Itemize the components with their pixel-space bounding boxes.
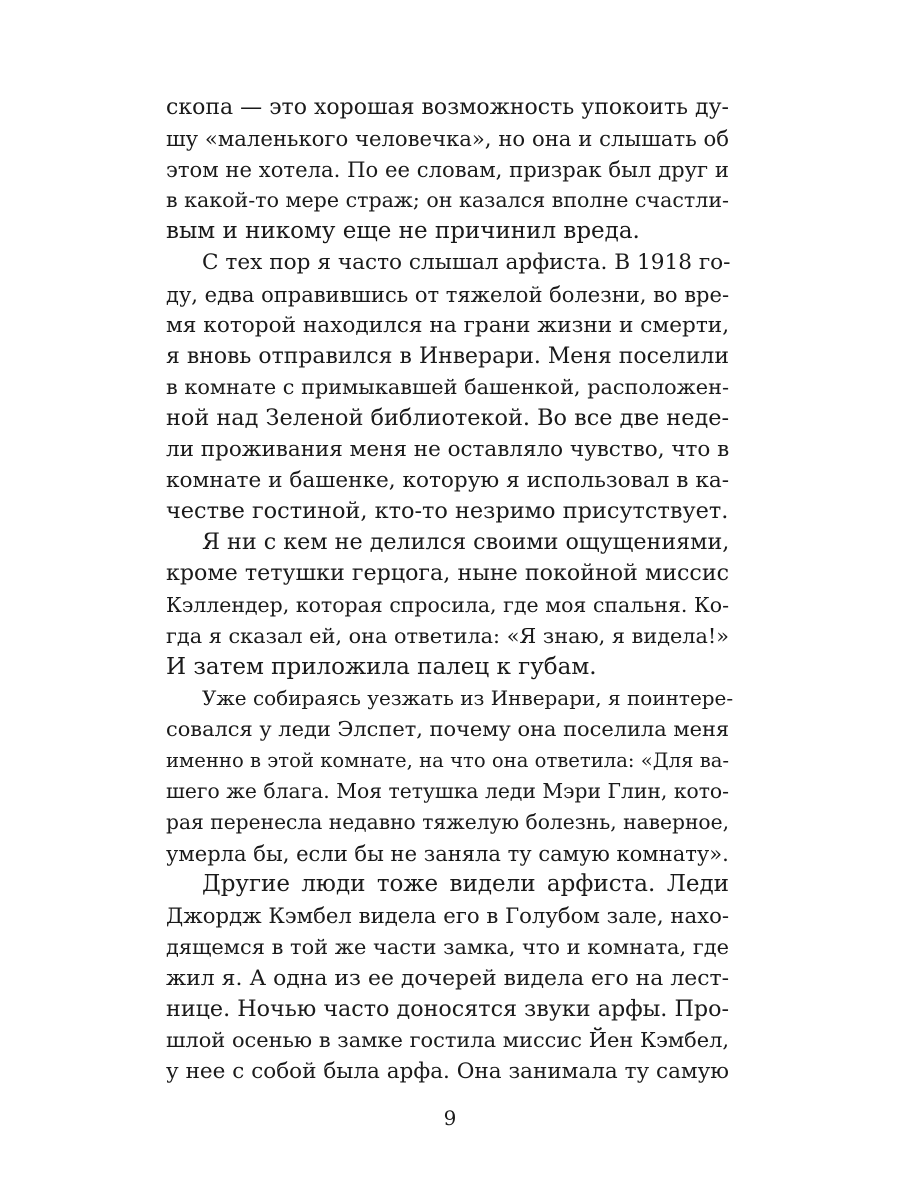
page-number: 9	[443, 1106, 457, 1130]
text-line: мя которой находился на грани жизни и смерти,	[166, 312, 730, 338]
text-line: шлой осенью в замке гостила миссис Йен Кэмбел,	[166, 1027, 729, 1052]
text-line: в комнате с примыкавшей башенкой, расположен-	[166, 374, 729, 399]
text-line: в какой-то мере страж; он казался вполне счастли-	[166, 188, 729, 213]
text-line: у нее с собой была арфа. Она занимала ту самую	[166, 1058, 729, 1084]
text-line: комнате и башенке, которую я использовал в ка-	[166, 468, 729, 494]
text-line: жил я. А одна из ее дочерей видела его на лест-	[166, 965, 729, 991]
text-line: Джордж Кэмбел видела его в Голубом зале, нахо-	[166, 903, 729, 929]
text-line: именно в этой комнате, на что она ответила: «Для ва-	[166, 748, 729, 772]
text-line: я вновь отправился в Инверари. Меня поселили	[166, 343, 729, 369]
text-line: Я ни с кем не делился своими ощущениями,	[202, 529, 730, 556]
text-line: умерла бы, если бы не заняла ту самую комнату».	[166, 841, 729, 867]
text-line: Кэллендер, которая спросила, где моя спальня. Ко-	[166, 592, 729, 617]
text-line: вым и никому еще не причинил вреда.	[166, 218, 640, 245]
text-line: И затем приложила палец к губам.	[166, 653, 597, 680]
text-line: ли проживания меня не оставляло чувство, что в	[166, 437, 730, 463]
body-text	[166, 92, 734, 1087]
text-line: этом не хотела. По ее словам, призрак был друг и	[166, 157, 729, 183]
text-line: честве гостиной, кто-то незримо присутствует.	[166, 498, 729, 525]
text-line: шу «маленького человечка», но она и слышать об	[166, 126, 729, 152]
text-line: дящемся в той же части замка, что и комната, где	[166, 934, 729, 959]
text-line: кроме тетушки герцога, ныне покойной миссис	[166, 560, 729, 587]
text-line: Другие люди тоже видели арфиста. Леди	[202, 871, 729, 898]
text-line: ду, едва оправившись от тяжелой болезни, во вре-	[166, 281, 730, 307]
text-line: гда я сказал ей, она ответила: «Я знаю, я видела!»	[166, 623, 729, 648]
text-line: шего же блага. Моя тетушка леди Мэри Глин, кото-	[166, 779, 729, 804]
text-line: скопа — это хорошая возможность упокоить ду-	[166, 95, 729, 120]
text-line: ной над Зеленой библиотекой. Во все две неде-	[166, 404, 729, 431]
text-line: совался у леди Элспет, почему она поселила меня	[166, 716, 730, 741]
text-line: С тех пор я часто слышал арфиста. В 1918 го-	[202, 250, 731, 276]
text-line: нице. Ночью часто доносятся звуки арфы. Про-	[166, 995, 729, 1022]
text-line: рая перенесла недавно тяжелую болезнь, наверное,	[166, 810, 729, 835]
text-line: Уже собираясь уезжать из Инверари, я поинтере-	[202, 685, 734, 710]
